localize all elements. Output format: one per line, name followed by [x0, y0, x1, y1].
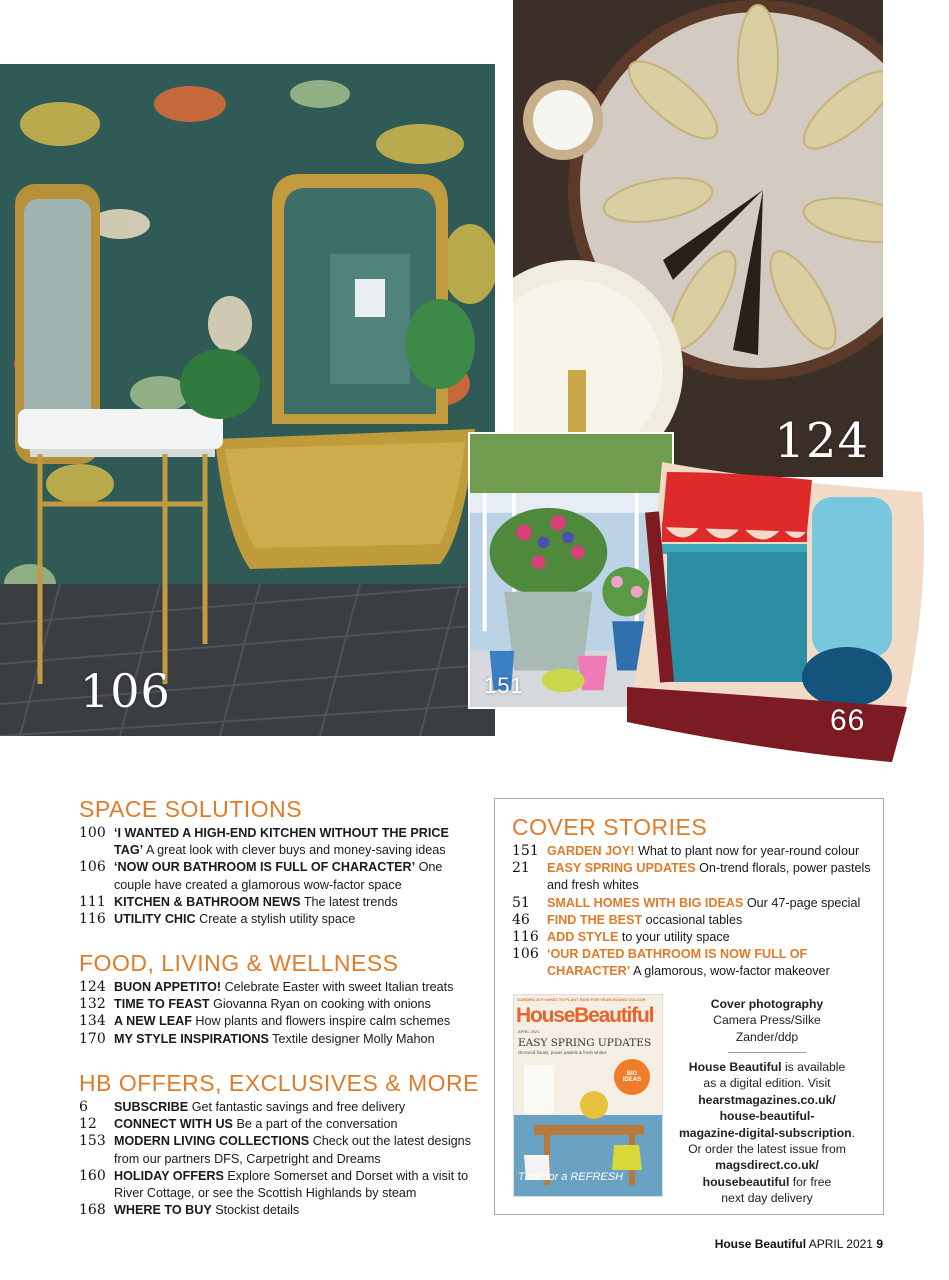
- digital-url[interactable]: house-beautiful-: [719, 1109, 815, 1124]
- list-item[interactable]: 153 MODERN LIVING COLLECTIONS Check out the latest designs from our partners DFS, Carpetright and Dreams: [79, 1133, 471, 1166]
- list-item[interactable]: 12 CONNECT WITH US Be a part of the conversation: [79, 1116, 398, 1133]
- list-item[interactable]: 116 ADD STYLE to your utility space: [512, 929, 730, 946]
- list-item[interactable]: 132 TIME TO FEAST Giovanna Ryan on cooking with onions: [79, 996, 431, 1013]
- hb-offers-list: [79, 1099, 479, 1219]
- list-item[interactable]: 106 ‘OUR DATED BATHROOM IS NOW FULL OF CHARACTER’ A glamorous, wow-factor makeover: [512, 946, 830, 979]
- credit-line: Camera Press/Silke: [713, 1013, 821, 1028]
- list-item[interactable]: 116 UTILITY CHIC Create a stylish utility space: [79, 911, 356, 928]
- cover-photo-credit: [686, 996, 848, 1045]
- magazine-cover-line-1: EASY SPRING UPDATES: [518, 1037, 652, 1049]
- page-footer: [715, 1237, 883, 1251]
- food-living-list: [79, 979, 479, 1048]
- list-item[interactable]: 51 SMALL HOMES WITH BIG IDEAS Our 47-page special: [512, 894, 861, 911]
- list-item[interactable]: 6 SUBSCRIBE Get fantastic savings and free delivery: [79, 1099, 406, 1115]
- cushion-photo: [622, 452, 932, 768]
- cushion-page-number: 66: [830, 704, 866, 737]
- digital-url[interactable]: hearstmagazines.co.uk/: [698, 1092, 836, 1107]
- bathroom-photo: [0, 64, 495, 736]
- list-item[interactable]: 111 KITCHEN & BATHROOM NEWS The latest trends: [79, 893, 398, 910]
- space-solutions-list: [79, 825, 479, 928]
- section-title-hb-offers: HB OFFERS, EXCLUSIVES & MORE: [79, 1070, 479, 1096]
- credit-title: Cover photography: [710, 997, 824, 1011]
- digital-brand: House Beautiful: [688, 1060, 782, 1074]
- list-item[interactable]: 134 A NEW LEAF How plants and flowers inspire calm schemes: [79, 1013, 451, 1030]
- cover-stories-list: [512, 843, 874, 981]
- magazine-masthead: HouseBeautiful: [516, 1004, 654, 1027]
- digital-url[interactable]: magazine-digital-subscription: [678, 1125, 852, 1140]
- cake-page-number: 124: [774, 413, 869, 469]
- cake-photo: [513, 0, 883, 477]
- credit-line: Zander/ddp: [735, 1029, 799, 1044]
- list-item[interactable]: 21 EASY SPRING UPDATES On-trend florals, power pastels and fresh whites: [512, 860, 871, 893]
- magazine-badge: BIG IDEAS: [622, 1071, 642, 1083]
- list-item[interactable]: 124 BUON APPETITO! Celebrate Easter with sweet Italian treats: [79, 979, 454, 995]
- list-item[interactable]: 160 HOLIDAY OFFERS Explore Somerset and Dorset with a visit to River Cottage, or see the Scottish Highlands by steam: [79, 1167, 469, 1201]
- magazine-issue: APRIL 2021: [518, 1029, 540, 1034]
- magazine-cover-thumbnail[interactable]: [513, 994, 663, 1197]
- list-item[interactable]: 168 WHERE TO BUY Stockist details: [79, 1202, 300, 1219]
- section-title-food-living: FOOD, LIVING & WELLNESS: [79, 950, 399, 976]
- flowers-page-number: 151: [484, 673, 524, 698]
- section-title-space-solutions: SPACE SOLUTIONS: [79, 796, 303, 822]
- digital-edition-note: House Beautiful is available as a digital edition. Visit hearstmagazines.co.uk/ house-beautiful- magazine-digital-subscription. Or order the latest issue from magsdirect.co.uk/ housebeautiful for free next day delivery: [678, 1060, 856, 1206]
- section-title-cover-stories: COVER STORIES: [512, 814, 708, 840]
- footer-issue: APRIL 2021: [808, 1237, 873, 1251]
- list-item[interactable]: 100 ‘I WANTED A HIGH-END KITCHEN WITHOUT THE PRICE TAG’ A great look with clever buys and money-saving ideas: [79, 825, 449, 858]
- magazine-tagline: GARDEN JOY! WHAT TO PLANT NOW FOR YEAR-ROUND COLOUR: [517, 997, 646, 1002]
- magazine-cover-line-2: On-trend florals, power pastels & fresh whites: [518, 1050, 607, 1055]
- list-item[interactable]: 170 MY STYLE INSPIRATIONS Textile designer Molly Mahon: [79, 1030, 435, 1047]
- list-item[interactable]: 106 ‘NOW OUR BATHROOM IS FULL OF CHARACTER’ One couple have created a glamorous wow-factor space: [79, 859, 443, 892]
- list-item[interactable]: 46 FIND THE BEST occasional tables: [512, 911, 743, 928]
- magazine-bottom-line: Time for a REFRESH: [518, 1171, 624, 1183]
- order-url[interactable]: magsdirect.co.uk/: [715, 1158, 819, 1173]
- credit-divider: [728, 1052, 806, 1053]
- list-item[interactable]: 151 GARDEN JOY! What to plant now for year-round colour: [512, 843, 860, 859]
- bathroom-page-number: 106: [80, 664, 171, 718]
- footer-brand: House Beautiful: [714, 1237, 807, 1251]
- footer-page-number: 9: [876, 1237, 883, 1251]
- order-url[interactable]: housebeautiful: [702, 1174, 790, 1189]
